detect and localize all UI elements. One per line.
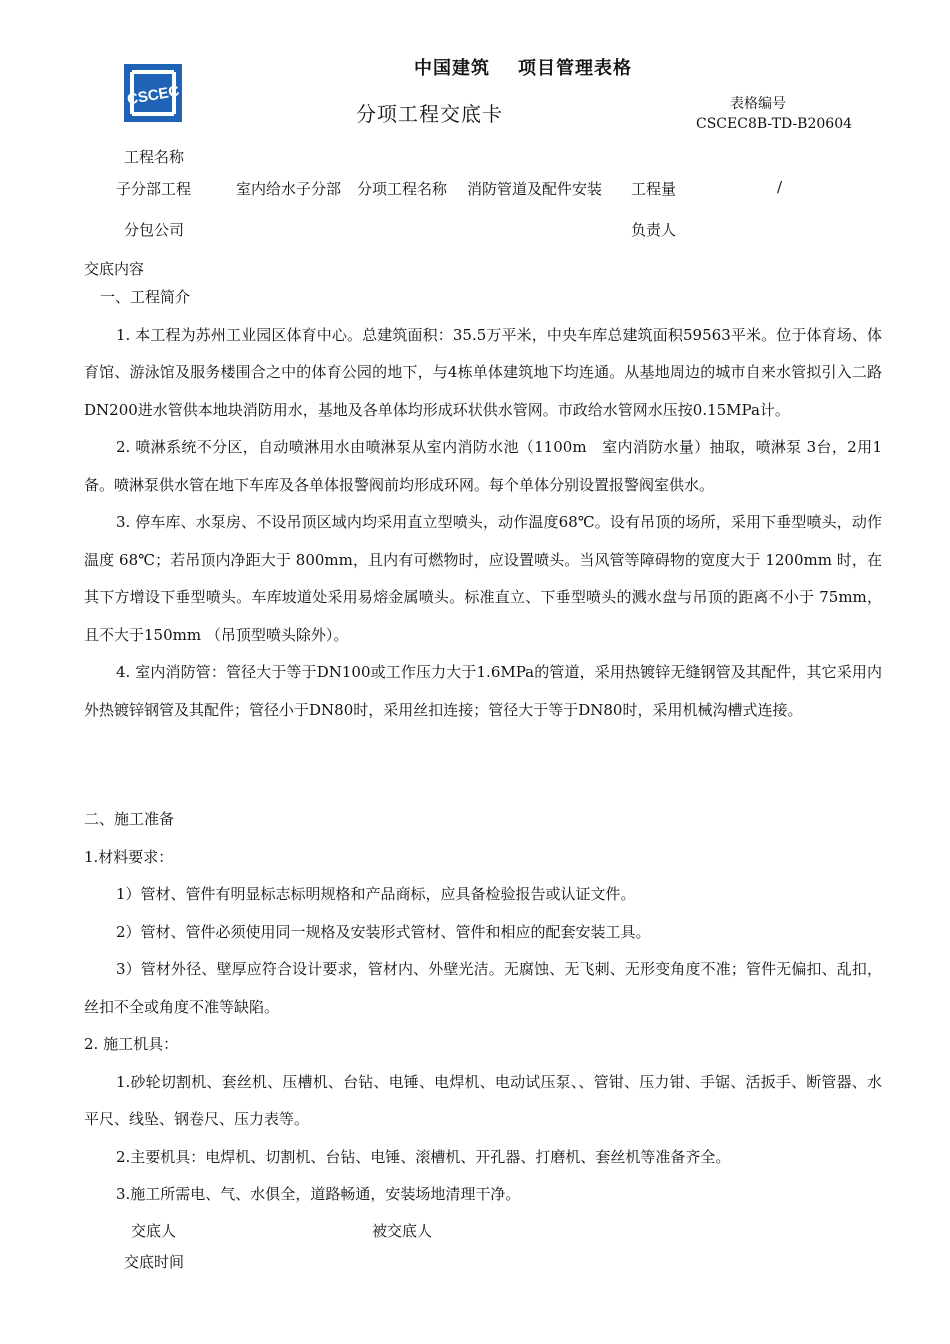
quantity-label: 工程量 xyxy=(631,180,677,198)
item-name-value: 消防管道及配件安装 xyxy=(467,180,603,198)
recipient-label: 被交底人 xyxy=(372,1222,433,1240)
section-1-paragraph: 1. 本工程为苏州工业园区体育中心。总建筑面积：35.5万平米，中央车库总建筑面积59563平米。位于体育场、体育馆、游泳馆及服务楼围合之中的体育公园的地下，与4栋单体建筑地下均连通。从基地周边的城市自来水管拟引入二路DN200进水管供本地块消防用水，基地及各单体均形成环状供水管网。市政给水管网水压按0.15MPa计。 xyxy=(84,325,882,419)
materials-subtitle: 1.材料要求： xyxy=(84,847,174,866)
company-header xyxy=(414,54,632,80)
materials-item: 3）管材外径、壁厚应符合设计要求，管材内、外壁光洁。无腐蚀、无飞刺、无形变角度不准；管件无偏扣、乱扣，丝扣不全或角度不准等缺陷。 xyxy=(84,960,882,1016)
section-1-paragraph: 4. 室内消防管：管径大于等于DN100或工作压力大于1.6MPa的管道，采用热镀锌无缝钢管及其配件，其它采用内外热镀锌钢管及其配件；管径小于DN80时，采用丝扣连接；管径大于等于DN80时，采用机械沟槽式连接。 xyxy=(84,663,882,719)
subcontractor-label: 分包公司 xyxy=(124,221,185,239)
section-2 xyxy=(84,801,882,1214)
form-number-label: 表格编号 xyxy=(730,96,786,112)
materials-item: 1）管材、管件有明显标志标明规格和产品商标，应具备检验报告或认证文件。 xyxy=(116,885,636,903)
materials-item: 2）管材、管件必须使用同一规格及安装形式管材、管件和相应的配套安装工具。 xyxy=(116,922,651,941)
tools-subtitle: 2. 施工机具： xyxy=(84,1035,179,1053)
discloser-label: 交底人 xyxy=(131,1222,177,1240)
page-title: 分项工程交底卡 xyxy=(356,102,503,126)
form-type: 项目管理表格 xyxy=(518,58,632,79)
sub-division-value: 室内给水子分部 xyxy=(236,180,342,198)
tools-item: 3.施工所需电、气、水俱全，道路畅通，安装场地清理干净。 xyxy=(116,1185,521,1203)
form-number: CSCEC8B-TD-B20604 xyxy=(696,116,853,132)
content-heading: 交底内容 xyxy=(84,260,145,278)
logo-text: CSCEC xyxy=(125,82,181,109)
project-name-label: 工程名称 xyxy=(124,148,185,166)
section-2-title: 二、施工准备 xyxy=(84,810,175,828)
section-1 xyxy=(84,279,882,729)
tools-item: 2.主要机具：电焊机、切割机、台钻、电锤、滚槽机、开孔器、打磨机、套丝机等准备齐全。 xyxy=(116,1147,731,1166)
tools-item: 1.砂轮切割机、套丝机、压槽机、台钻、电锤、电焊机、电动试压泵、、管钳、压力钳、手锯、活扳手、断管器、水平尺、线坠、钢卷尺、压力表等。 xyxy=(84,1072,882,1128)
sub-division-label: 子分部工程 xyxy=(116,180,192,198)
section-1-paragraph: 3. 停车库、水泵房、不设吊顶区域内均采用直立型喷头，动作温度68℃。设有吊顶的场所，采用下垂型喷头，动作温度 68℃；若吊顶内净距大于 800mm，且内有可燃物时，应设置喷头。当风管等障碍物的宽度大于 1200mm 时，在其下方增设下垂型喷头。车库坡道处采用易熔金属喷头。标准直立、下垂型喷头的溅水盘与吊顶的距离不小于 75mm，且不大于150mm （吊顶型喷头除外）。 xyxy=(84,513,882,644)
company-name: 中国建筑 xyxy=(414,58,490,79)
section-1-paragraph: 2. 喷淋系统不分区，自动喷淋用水由喷淋泵从室内消防水池（1100m 室内消防水量）抽取，喷淋泵 3台，2用1备。喷淋泵供水管在地下车库及各单体报警阀前均形成环网。每个单体分别设置报警阀室供水。 xyxy=(84,438,882,494)
section-1-title: 一、工程简介 xyxy=(100,288,191,306)
quantity-value: / xyxy=(777,178,783,196)
person-in-charge-label: 负责人 xyxy=(631,221,677,239)
item-name-label: 分项工程名称 xyxy=(357,180,448,198)
disclosure-time-label: 交底时间 xyxy=(124,1253,185,1271)
cscec-logo xyxy=(124,64,182,122)
